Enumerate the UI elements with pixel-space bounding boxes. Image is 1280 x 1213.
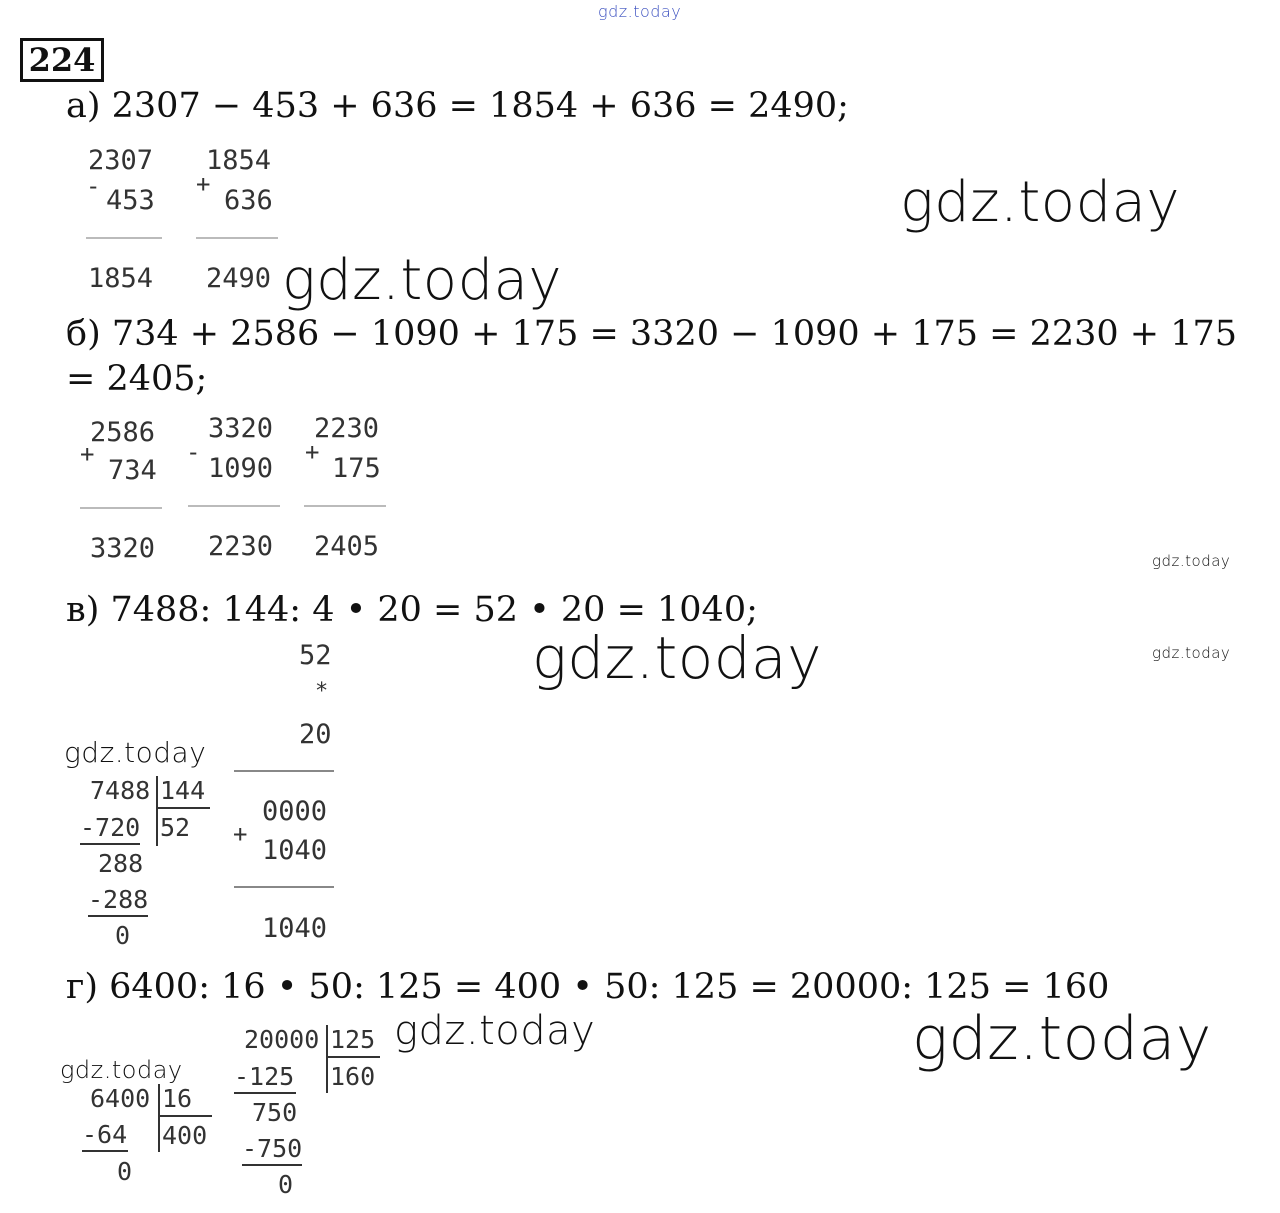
dividend: 20000 bbox=[244, 1025, 320, 1054]
watermark-a-right: gdz.today bbox=[900, 170, 1181, 235]
minus-sign: - bbox=[186, 438, 201, 466]
calc-top: 2230 bbox=[314, 413, 380, 444]
subtract-underline-2 bbox=[88, 915, 148, 917]
calc-result: 2490 bbox=[206, 263, 272, 294]
watermark-small-2: gdz.today bbox=[1152, 644, 1231, 662]
calc-rule bbox=[196, 237, 278, 239]
dividend: 7488 bbox=[90, 776, 151, 805]
watermark-a-mid: gdz.today bbox=[282, 248, 563, 313]
divisor: 125 bbox=[330, 1025, 376, 1054]
divisor: 16 bbox=[162, 1084, 193, 1113]
calc-bottom: 636 bbox=[224, 185, 273, 216]
subtract-underline-1 bbox=[234, 1092, 296, 1094]
calc-result: 3320 bbox=[90, 533, 156, 564]
subtract-1: -720 bbox=[80, 813, 141, 842]
remainder-2: 0 bbox=[115, 921, 131, 950]
calc-top: 1854 bbox=[206, 145, 272, 176]
calc-top: 2586 bbox=[90, 417, 156, 448]
divisor-underline bbox=[158, 807, 210, 809]
part-g-expression: г) 6400: 16 • 50: 125 = 400 • 50: 125 = 20000: 125 = 160 bbox=[66, 967, 1110, 1007]
calc-bottom: 734 bbox=[108, 455, 157, 486]
calc-bottom: 453 bbox=[106, 185, 155, 216]
calc-top: 3320 bbox=[208, 413, 274, 444]
plus-sign: + bbox=[196, 170, 211, 198]
subtract-underline-1 bbox=[82, 1150, 128, 1152]
calc-rule bbox=[86, 237, 162, 239]
remainder-1: 0 bbox=[117, 1157, 133, 1186]
mult-rule-2 bbox=[234, 886, 334, 888]
mult-bottom: 20 bbox=[299, 719, 332, 750]
division-bar bbox=[156, 776, 158, 846]
remainder-2: 0 bbox=[278, 1170, 294, 1199]
subtract-underline-1 bbox=[80, 843, 140, 845]
quotient: 160 bbox=[330, 1062, 376, 1091]
quotient: 52 bbox=[160, 813, 191, 842]
part-v-expression: в) 7488: 144: 4 • 20 = 52 • 20 = 1040; bbox=[66, 590, 758, 630]
subtract-2: -288 bbox=[88, 885, 149, 914]
remainder-1: 288 bbox=[98, 849, 144, 878]
watermark-g-right: gdz.today bbox=[912, 1004, 1212, 1074]
watermark-g-mid: gdz.today bbox=[394, 1008, 596, 1054]
part-b-expression-line2: = 2405; bbox=[66, 359, 208, 399]
division-bar bbox=[158, 1084, 160, 1152]
watermark-g-left: gdz.today bbox=[60, 1056, 183, 1084]
subtract-1: -125 bbox=[234, 1062, 295, 1091]
minus-sign: - bbox=[86, 172, 101, 200]
dividend: 6400 bbox=[90, 1084, 151, 1113]
calc-bottom: 1090 bbox=[208, 453, 274, 484]
calc-result: 2230 bbox=[208, 531, 274, 562]
watermark-v-mid: gdz.today bbox=[532, 624, 822, 692]
partial-product-1: 0000 bbox=[262, 796, 328, 827]
part-a-expression: а) 2307 − 453 + 636 = 1854 + 636 = 2490; bbox=[66, 86, 849, 126]
subtract-2: -750 bbox=[242, 1134, 303, 1163]
division-bar bbox=[326, 1025, 328, 1093]
calc-bottom: 175 bbox=[332, 453, 381, 484]
partial-product-2: 1040 bbox=[262, 835, 328, 866]
calc-rule bbox=[304, 505, 386, 507]
watermark-small-1: gdz.today bbox=[1152, 552, 1231, 570]
mult-rule bbox=[234, 770, 334, 772]
calc-result: 1854 bbox=[88, 263, 154, 294]
divisor-underline bbox=[160, 1115, 212, 1117]
watermark-v-left: gdz.today bbox=[64, 736, 207, 769]
plus-sign: + bbox=[233, 820, 248, 848]
problem-number: 224 bbox=[20, 38, 104, 82]
calc-rule bbox=[80, 507, 162, 509]
remainder-1: 750 bbox=[252, 1098, 298, 1127]
subtract-underline-2 bbox=[242, 1164, 302, 1166]
calc-top: 2307 bbox=[88, 145, 154, 176]
divisor: 144 bbox=[160, 776, 206, 805]
subtract-1: -64 bbox=[82, 1120, 128, 1149]
part-b-expression-line1: б) 734 + 2586 − 1090 + 175 = 3320 − 1090 + 175 = 2230 + 175 bbox=[66, 314, 1238, 354]
mult-result: 1040 bbox=[262, 913, 328, 944]
mult-sign: * bbox=[315, 679, 329, 704]
calc-rule bbox=[188, 505, 280, 507]
divisor-underline bbox=[328, 1056, 380, 1058]
plus-sign: + bbox=[305, 438, 320, 466]
calc-result: 2405 bbox=[314, 531, 380, 562]
quotient: 400 bbox=[162, 1121, 208, 1150]
watermark-top: gdz.today bbox=[598, 2, 682, 21]
plus-sign: + bbox=[80, 440, 95, 468]
mult-top: 52 bbox=[299, 640, 332, 671]
